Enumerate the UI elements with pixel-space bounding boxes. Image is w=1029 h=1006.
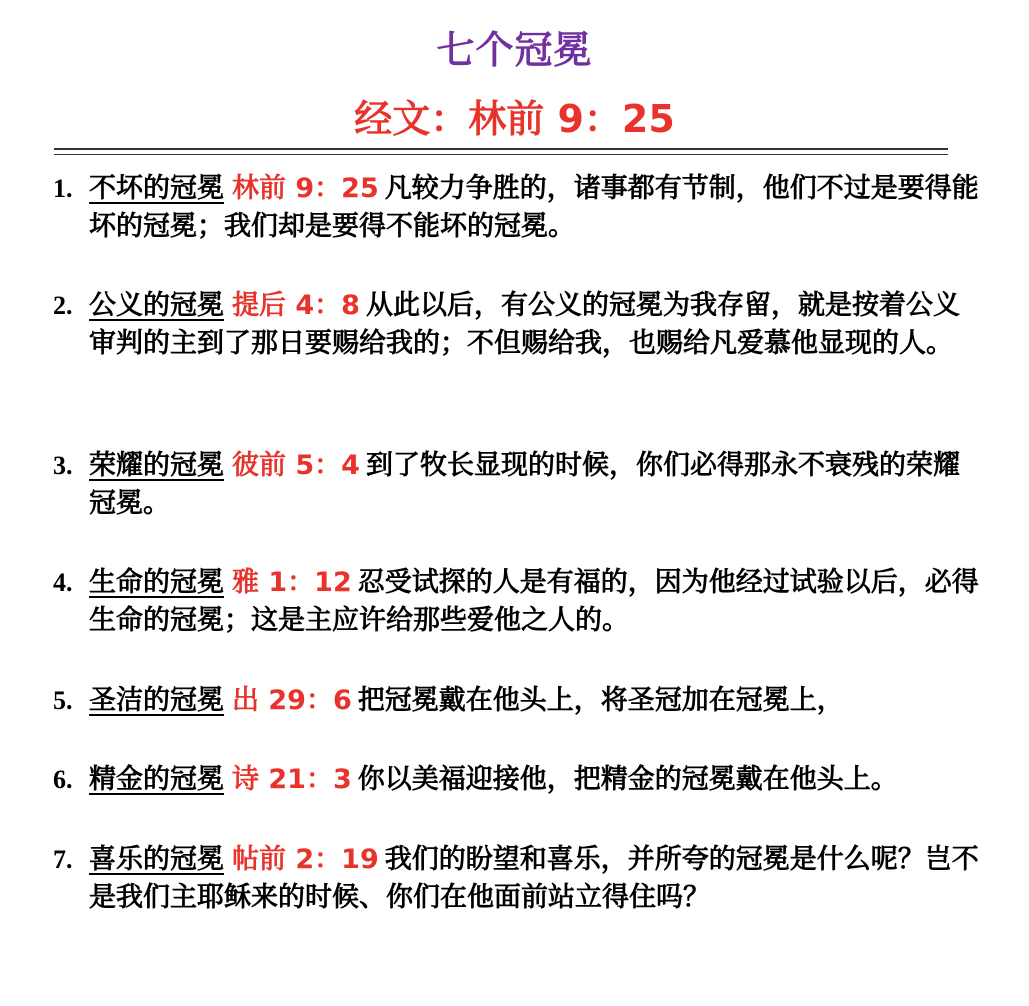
verse-reference: 雅 1：12 (232, 567, 352, 598)
verse-text: 凡较力争胜的，诸事都有节制，他们不过是要得能坏的冠冕；我们却是要得不能坏的冠冕。 (89, 173, 979, 242)
divider-line (54, 148, 948, 150)
verse-reference: 诗 21：3 (232, 764, 352, 795)
item-number: 5. (53, 686, 73, 715)
crown-item-7 (53, 841, 983, 917)
page-title: 七个冠冕 (436, 28, 593, 72)
crown-item-2 (53, 287, 983, 363)
crown-item-4 (53, 564, 983, 640)
verse-text: 到了牧长显现的时候，你们必得那永不衰残的荣耀冠冕。 (89, 450, 960, 519)
crown-item-6 (53, 761, 983, 799)
crown-item-5 (53, 682, 983, 720)
crown-name: 精金的冠冕 (89, 764, 224, 795)
crown-name: 圣洁的冠冕 (89, 685, 224, 716)
crown-name: 生命的冠冕 (89, 567, 224, 598)
item-number: 6. (53, 765, 73, 794)
verse-text: 忍受试探的人是有福的，因为他经过试验以后，必得生命的冠冕；这是主应许给那些爱他之人的。 (89, 567, 979, 636)
item-number: 3. (53, 451, 73, 480)
verse-reference: 彼前 5：4 (232, 450, 360, 481)
crown-name: 喜乐的冠冕 (89, 844, 224, 875)
verse-text: 从此以后，有公义的冠冕为我存留，就是按着公义审判的主到了那日要赐给我的；不但赐给我，也赐给凡爱慕他显现的人。 (89, 290, 960, 359)
verse-reference: 出 29：6 (232, 685, 352, 716)
item-number: 7. (53, 845, 73, 874)
crown-item-1 (53, 170, 983, 246)
crown-name: 不坏的冠冕 (89, 173, 224, 204)
divider-line-thin (54, 154, 948, 155)
crown-name: 公义的冠冕 (89, 290, 224, 321)
verse-text: 把冠冕戴在他头上，将圣冠加在冠冕上， (357, 685, 844, 716)
verse-reference: 帖前 2：19 (232, 844, 379, 875)
verse-text: 我们的盼望和喜乐，并所夸的冠冕是什么呢？岂不是我们主耶稣来的时候、你们在他面前站立得住吗？ (89, 844, 979, 913)
verse-reference: 林前 9：25 (232, 173, 379, 204)
crown-name: 荣耀的冠冕 (89, 450, 224, 481)
scripture-heading: 经文：林前 9：25 (354, 97, 675, 141)
verse-text: 你以美福迎接他，把精金的冠冕戴在他头上。 (357, 764, 898, 795)
item-number: 1. (53, 174, 73, 203)
crown-item-3 (53, 447, 983, 523)
item-number: 4. (53, 568, 73, 597)
verse-reference: 提后 4：8 (232, 290, 360, 321)
item-number: 2. (53, 291, 73, 320)
